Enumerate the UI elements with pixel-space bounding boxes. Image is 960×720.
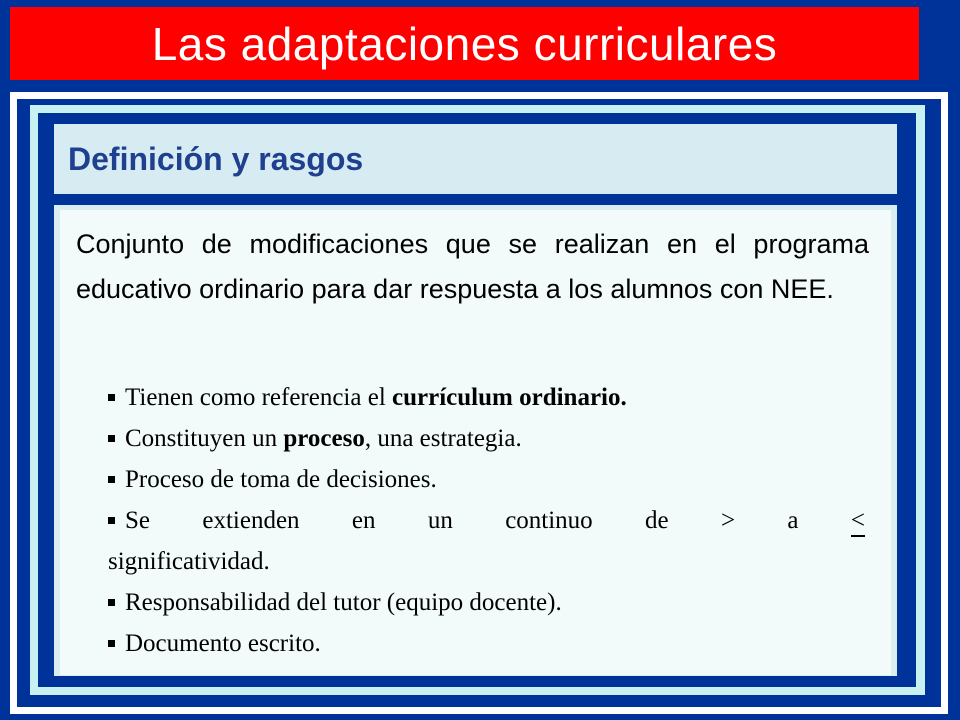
list-item-text: Documento escrito. [125,630,321,657]
list-item-text: Constituyen un [125,425,284,452]
list-item [108,500,865,582]
slide-title: Las adaptaciones curriculares [10,7,919,80]
square-bullet-icon [108,640,115,647]
list-item [108,623,865,664]
square-bullet-icon [108,394,115,401]
square-bullet-icon [108,476,115,483]
list-item-text: Se extienden en un continuo de > a [125,507,851,534]
list-item [108,377,865,418]
definition-text: Conjunto de modificaciones que se realizan en el programa educativo ordinario para dar respuesta a los alumnos con NEE. [76,229,869,304]
square-bullet-icon [108,517,115,524]
list-item-emphasis: proceso [283,425,365,452]
list-item [108,582,865,623]
list-item [108,418,865,459]
list-item-text: Responsabilidad del tutor (equipo docente). [125,589,562,616]
section-heading: Definición y rasgos [54,124,897,194]
list-item-line: significatividad. [108,548,270,575]
list-item-text: Proceso de toma de decisiones. [125,466,437,493]
less-or-equal-symbol: < [851,500,865,541]
square-bullet-icon [108,599,115,606]
list-item-emphasis: currículum ordinario. [392,384,627,411]
square-bullet-icon [108,435,115,442]
list-item-text: , una estrategia. [364,425,522,452]
feature-list [108,377,865,664]
list-item-line [108,500,865,541]
list-item-text: Tienen como referencia el [125,384,393,411]
list-item [108,459,865,500]
